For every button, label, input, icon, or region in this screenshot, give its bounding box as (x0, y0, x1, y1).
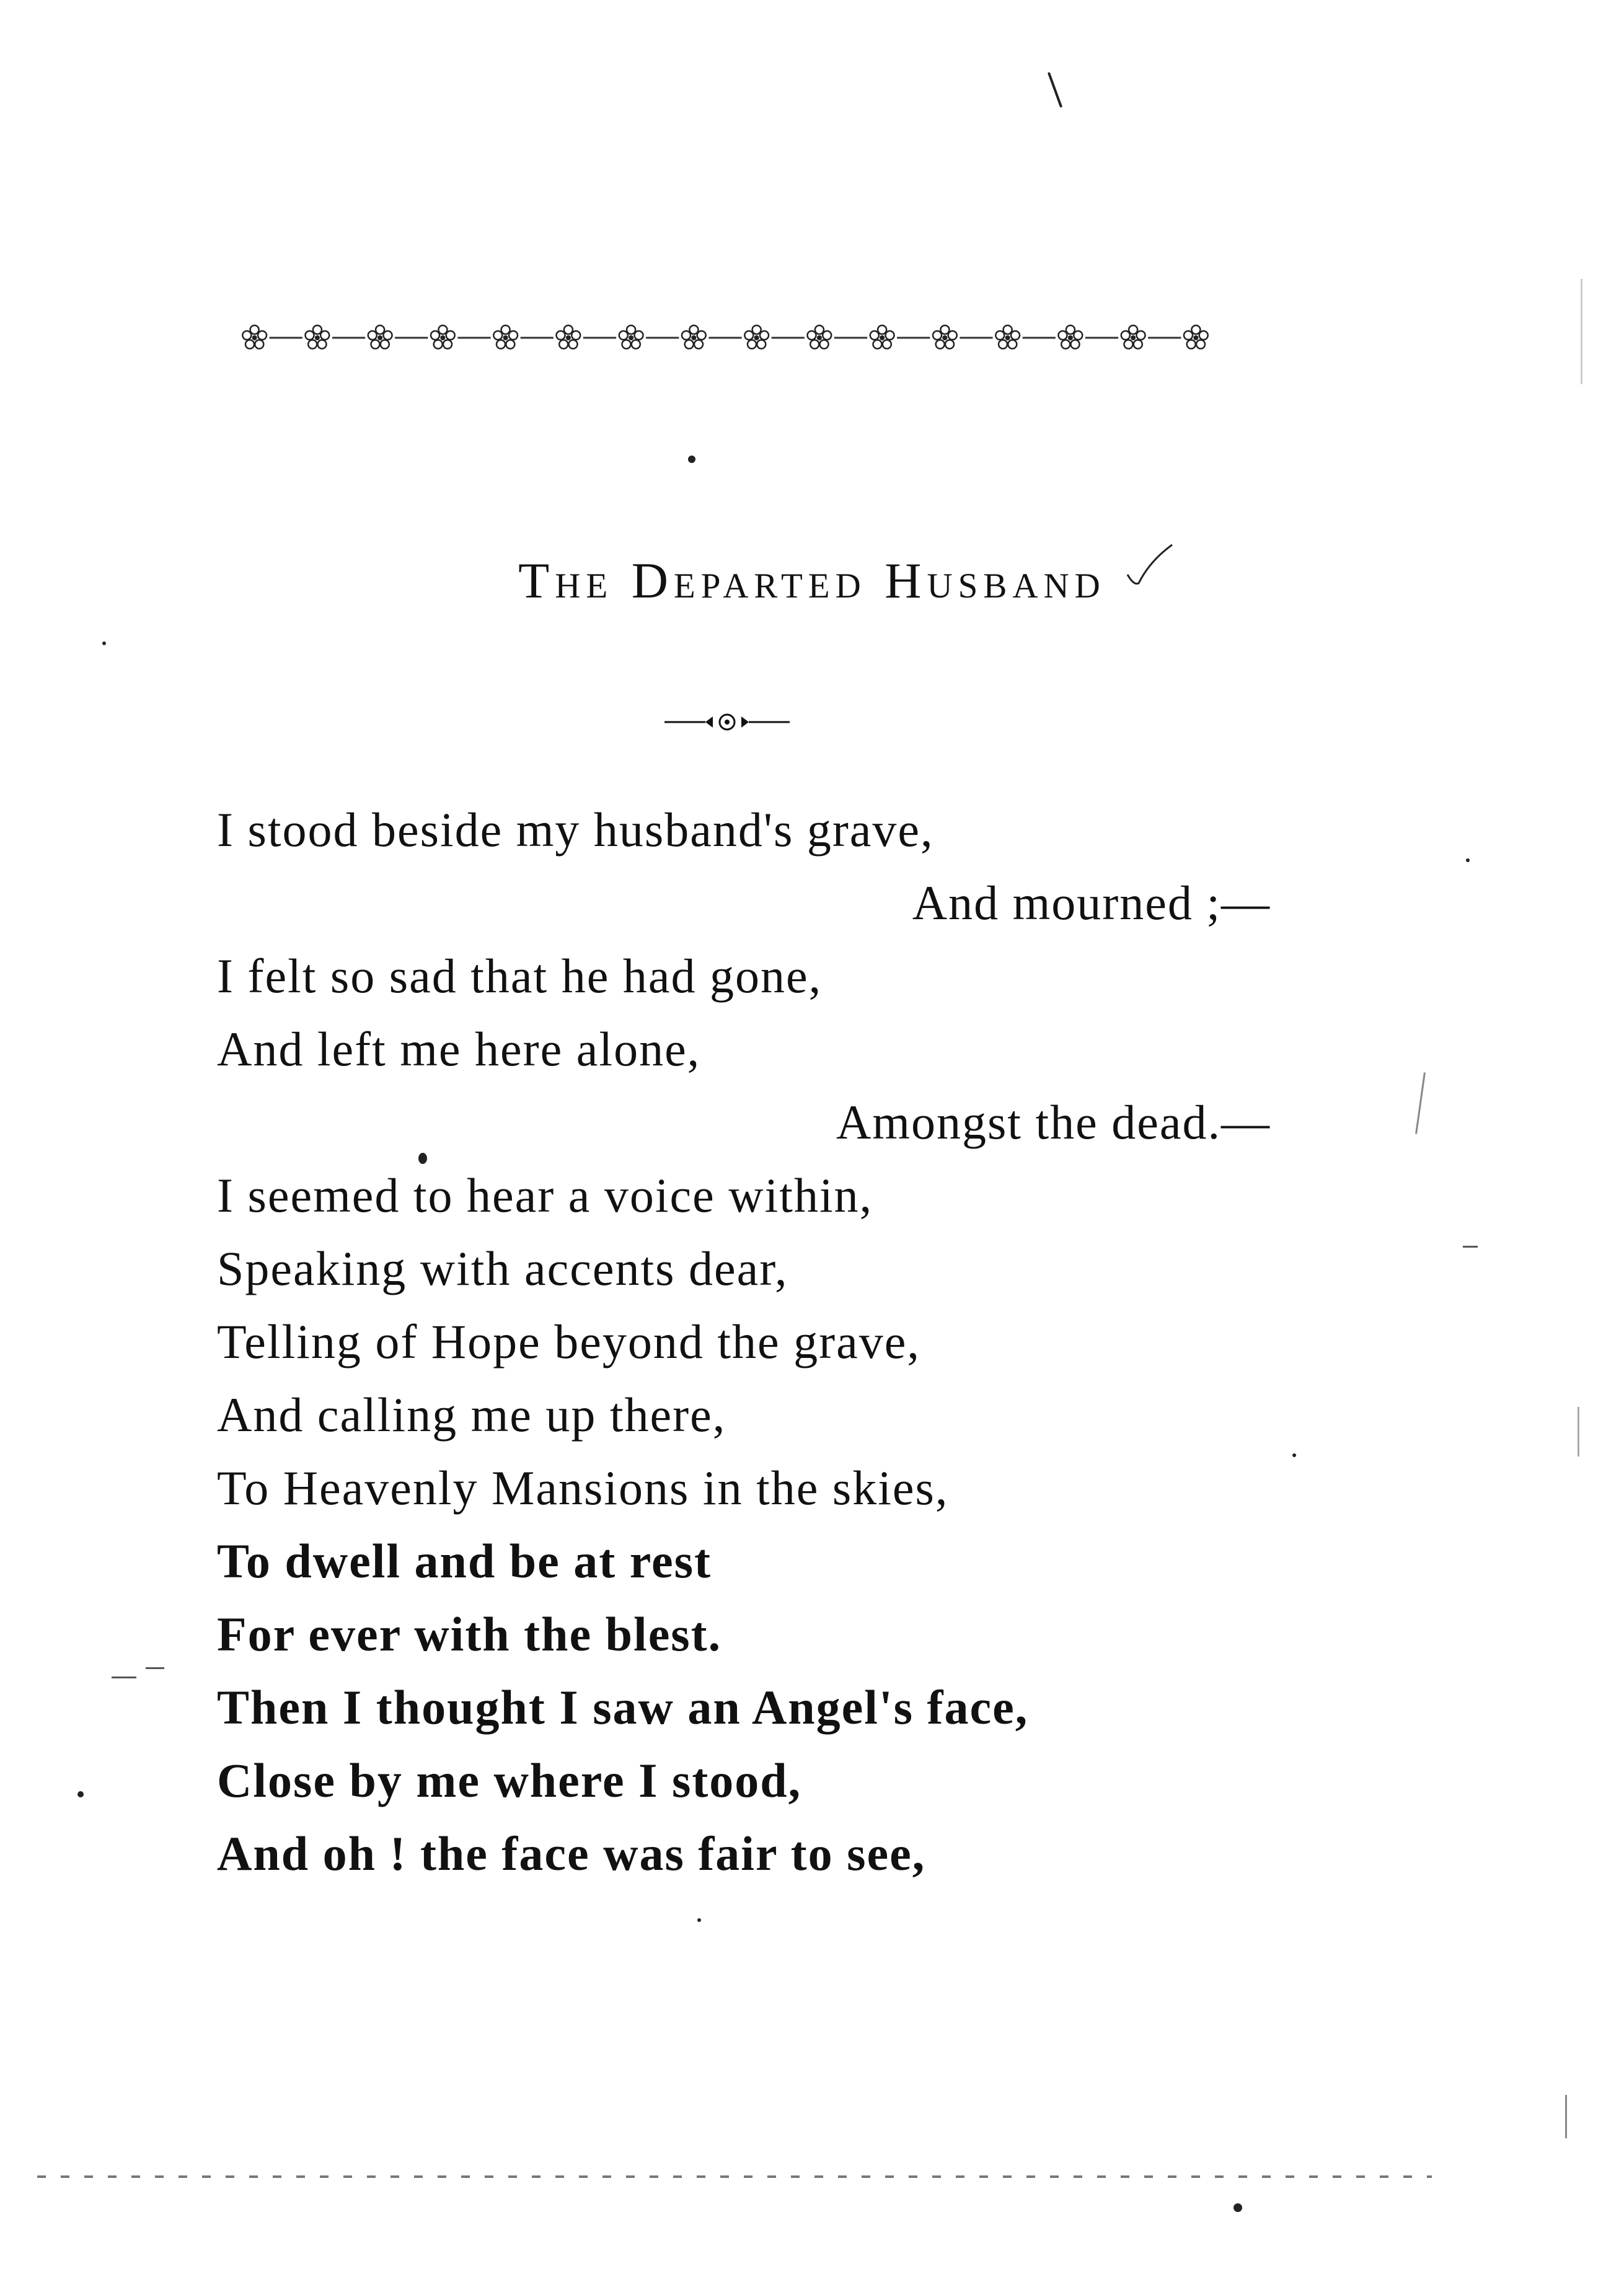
poem-title: The Departed Husband (518, 552, 1106, 609)
poem-line: And left me here alone, (217, 1022, 701, 1076)
pencil-tick-mark (1125, 542, 1175, 592)
poem-line: I stood beside my husband's grave, (217, 803, 934, 857)
scan-speck (1233, 2203, 1242, 2212)
scan-speck (697, 1918, 701, 1922)
scan-speck (77, 1791, 84, 1797)
flower-ornament (1059, 325, 1083, 349)
flower-ornament (368, 325, 392, 349)
flower-ornament (1121, 325, 1145, 349)
scan-mark (1048, 72, 1062, 108)
scan-speck (102, 641, 106, 645)
flower-ornament (870, 325, 894, 349)
scan-speck (1466, 858, 1470, 862)
scan-edge-mark (1578, 1407, 1579, 1457)
poem-line: Then I thought I saw an Angel's face, (217, 1680, 1029, 1734)
floral-ornament-band (223, 313, 1227, 363)
flower-ornament (242, 325, 267, 349)
flower-ornament (493, 325, 518, 349)
scan-edge-mark (1581, 279, 1582, 384)
scan-speck (1292, 1453, 1296, 1457)
flower-ornament (619, 325, 643, 349)
poem-line: Speaking with accents dear, (217, 1241, 788, 1295)
flower-ornament (557, 325, 581, 349)
scan-dash (1463, 1246, 1478, 1248)
poem-line: Telling of Hope beyond the grave, (217, 1315, 920, 1368)
poem-line: And mourned ;— (912, 876, 1271, 930)
poem-line: To dwell and be at rest (217, 1534, 712, 1588)
flower-ornament (744, 325, 769, 349)
flower-ornament (431, 325, 455, 349)
poem-line: And oh ! the face was fair to see, (217, 1827, 926, 1880)
flower-ornament (995, 325, 1020, 349)
flower-ornament (1184, 325, 1208, 349)
poem-line: I felt so sad that he had gone, (217, 949, 823, 1003)
scan-speck (688, 456, 695, 463)
flower-ornament (306, 325, 330, 349)
poem-line: I seemed to hear a voice within, (217, 1168, 873, 1222)
flower-ornament (933, 325, 957, 349)
bottom-scan-noise (37, 2175, 1432, 2178)
poem-line: For ever with the blest. (217, 1607, 722, 1661)
poem-line: And calling me up there, (217, 1388, 726, 1442)
scan-edge-mark (1565, 2095, 1567, 2138)
scan-dash (112, 1677, 136, 1678)
poem-line: Amongst the dead.— (836, 1095, 1271, 1149)
scan-speck (418, 1153, 427, 1164)
flower-ornament (808, 325, 832, 349)
small-divider-ornament (662, 707, 792, 738)
poem-line: Close by me where I stood, (217, 1753, 802, 1807)
scan-edge-mark (1415, 1072, 1426, 1134)
flower-ornament (682, 325, 706, 349)
scan-dash (146, 1667, 164, 1669)
poem-line: To Heavenly Mansions in the skies, (217, 1461, 949, 1515)
